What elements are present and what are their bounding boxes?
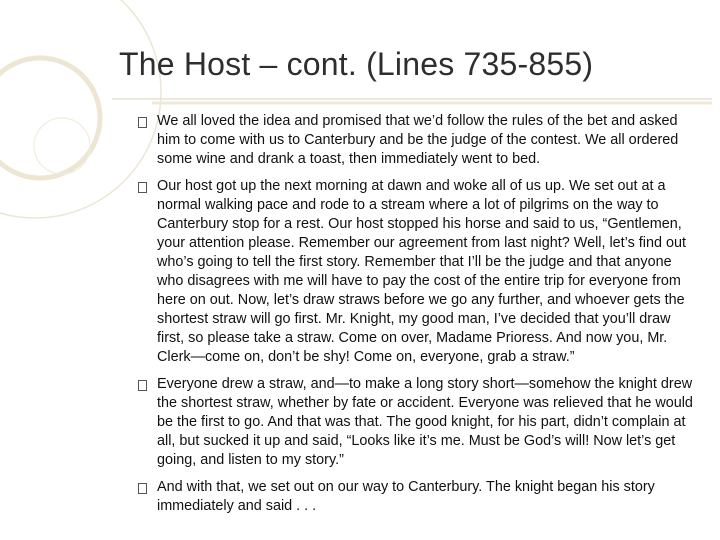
title-underline: [112, 96, 712, 108]
decor-circle-tiny: [34, 118, 90, 174]
box-bullet-icon: [138, 483, 147, 494]
bullet-item: [138, 112, 700, 169]
decor-circle-large: [0, 0, 161, 218]
box-bullet-icon: [138, 117, 147, 128]
bullet-list: [138, 112, 700, 524]
bullet-text: Our host got up the next morning at dawn and woke all of us up. We set out at a normal walking pace and rode to a stream where a lot of pilgrims on the way to Canterbury stop for a rest. Our host stopped his horse and said to us, “Gentlemen, your attention please. Remember our agreement from last night? Well, let’s find out who’s going to tell the first story. Remember that I’ll be the judge and that anyone who disagrees with me will have to pay the cost of the entire trip for everyone from here on out. Now, let’s draw straws before we go any further, and whoever gets the shortest straw will go first. Mr. Knight, my good man, I’ve decided that you’ll draw first, so please take a straw. Come on over, Madame Prioress. And now you, Mr. Clerk—come on, don’t be shy! Come on, everyone, grab a straw.”: [157, 178, 686, 365]
bullet-item: [138, 478, 700, 516]
bullet-item: [138, 375, 700, 470]
slide-title: The Host – cont. (Lines 735-855): [119, 46, 594, 82]
bullet-item: [138, 177, 700, 367]
bullet-text: Everyone drew a straw, and—to make a long story short—somehow the knight drew the shortest straw, whether by fate or accident. Everyone was relieved that he would be the first to go. And that was that. The good knight, for his part, didn’t complain at all, but sucked it up and said, “Looks like it’s me. Must be God’s will! Now let’s get going, and listen to my story.”: [157, 376, 693, 468]
decor-circle-small: [0, 58, 100, 178]
bullet-text: We all loved the idea and promised that we’d follow the rules of the bet and asked him to come with us to Canterbury and be the judge of the contest. We all ordered some wine and drank a toast, then immediately went to bed.: [157, 113, 679, 167]
box-bullet-icon: [138, 380, 147, 391]
bullet-text: And with that, we set out on our way to Canterbury. The knight began his story immediately and said . . .: [157, 479, 655, 514]
box-bullet-icon: [138, 182, 147, 193]
